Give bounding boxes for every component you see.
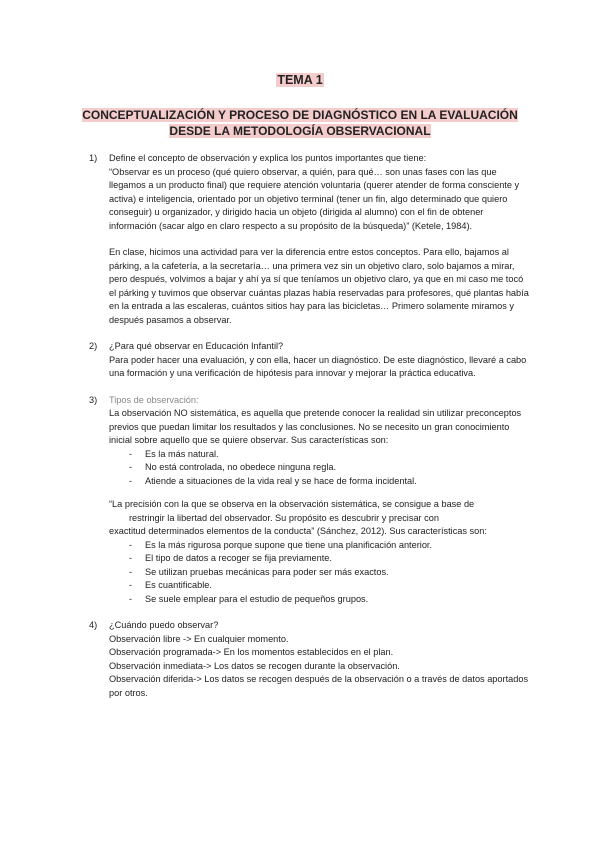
observation-line: Observación programada-> En los momentos establecidos en el plan.	[109, 647, 394, 657]
section-number: 4)	[89, 620, 98, 630]
document-title-text: TEMA 1	[277, 73, 323, 87]
section-2	[89, 340, 529, 381]
section-question: Tipos de observación:	[109, 394, 199, 405]
section-question: ¿Para qué observar en Educación Infantil?	[109, 341, 284, 351]
document-body	[89, 152, 529, 700]
section-3	[89, 394, 529, 607]
list-item: - Es la más rigurosa porque supone que tiene una planificación anterior.	[129, 539, 529, 553]
subtitle-line-1: CONCEPTUALIZACIÓN Y PROCESO DE DIAGNÓSTICO EN LA EVALUACIÓN	[82, 108, 518, 122]
list-item: - Se utilizan pruebas mecánicas para poder ser más exactos.	[129, 566, 529, 580]
section-number: 3)	[89, 394, 98, 405]
observation-line: Observación inmediata-> Los datos se recogen durante la observación.	[109, 660, 400, 671]
section-paragraph: En clase, hicimos una actividad para ver la diferencia entre estos conceptos. Para ello, bajamos al párking, a la cafetería, a la secretaría… una primera vez sin un objetivo claro, solo bajamos a mirar, pero después, volvimos a bajar y ahí ya sí que teníamos un objetivo claro, ya que en mi caso me tocó el párking y tuvimos que observar cuántas plazas había reservadas para profesores, qué plantas había en la entrada a las escaleras, cuántos sitios hay para las bicicletas… Primero solamente miramos y después pasamos a observar.	[109, 247, 529, 325]
observation-line: Observación diferida-> Los datos se recogen después de la observación o a través de datos aportados por otros.	[109, 674, 529, 698]
section-number: 2)	[89, 341, 98, 351]
list-systematic	[109, 539, 529, 607]
section-question: Define el concepto de observación y explica los puntos importantes que tiene:	[109, 153, 427, 163]
list-non-systematic	[109, 448, 529, 489]
document-title	[0, 73, 600, 88]
section-paragraph: Para poder hacer una evaluación, y con ella, hacer un diagnóstico. De este diagnóstico, llevaré a cabo una formación y una verificación de hipótesis para innovar y mejorar la práctica educativa.	[109, 354, 527, 378]
observation-line: Observación libre -> En cualquier momento.	[109, 633, 289, 644]
list-item: - Es la más natural.	[129, 448, 529, 462]
section-paragraph-non-systematic: La observación NO sistemática, es aquella que pretende conocer la realidad sin utilizar preconceptos previos que puedan limitar los resultados y las conclusiones. No se necesito un gran conocimiento inicial sobre aquello que se quiere observar. Sus características son:	[109, 408, 522, 445]
quote-systematic-line-1: “La precisión con la que se observa en la observación sistemática, se consigue a base de	[109, 499, 475, 509]
section-4	[89, 619, 529, 700]
document-subtitle	[60, 107, 540, 139]
list-item: - Atiende a situaciones de la vida real y se hace de forma incidental.	[129, 475, 529, 489]
quote-systematic-line-2: restringir la libertad del observador. Su propósito es descubrir y precisar con	[129, 512, 439, 523]
list-item: - El tipo de datos a recoger se fija previamente.	[129, 552, 529, 566]
list-item: - No está controlada, no obedece ninguna regla.	[129, 461, 529, 475]
quote-systematic-line-3: exactitud determinados elementos de la conducta” (Sánchez, 2012). Sus características son:	[109, 526, 487, 536]
section-question: ¿Cuándo puedo observar?	[109, 620, 219, 630]
subtitle-line-2: DESDE LA METODOLOGÍA OBSERVACIONAL	[169, 124, 431, 138]
section-quote: “Observar es un proceso (qué quiero observar, a quién, para qué… son unas fases con las que llegamos a un producto final) que requiere atención voluntaria (querer atender de forma consciente y activa) e inteligencia, orientado por un objetivo terminal (tener un fin, algo determinado que quiero conseguir) u organizador, y dirigido hacia un objeto (dirigida al alumno) con el fin de obtener información (sacar algo en claro respecto a su propósito de la búsqueda)” (Ketele, 1984).	[109, 166, 520, 231]
list-item: - Es cuantificable.	[129, 579, 529, 593]
list-item: - Se suele emplear para el estudio de pequeños grupos.	[129, 593, 529, 607]
section-number: 1)	[89, 153, 98, 163]
section-1	[89, 152, 529, 327]
